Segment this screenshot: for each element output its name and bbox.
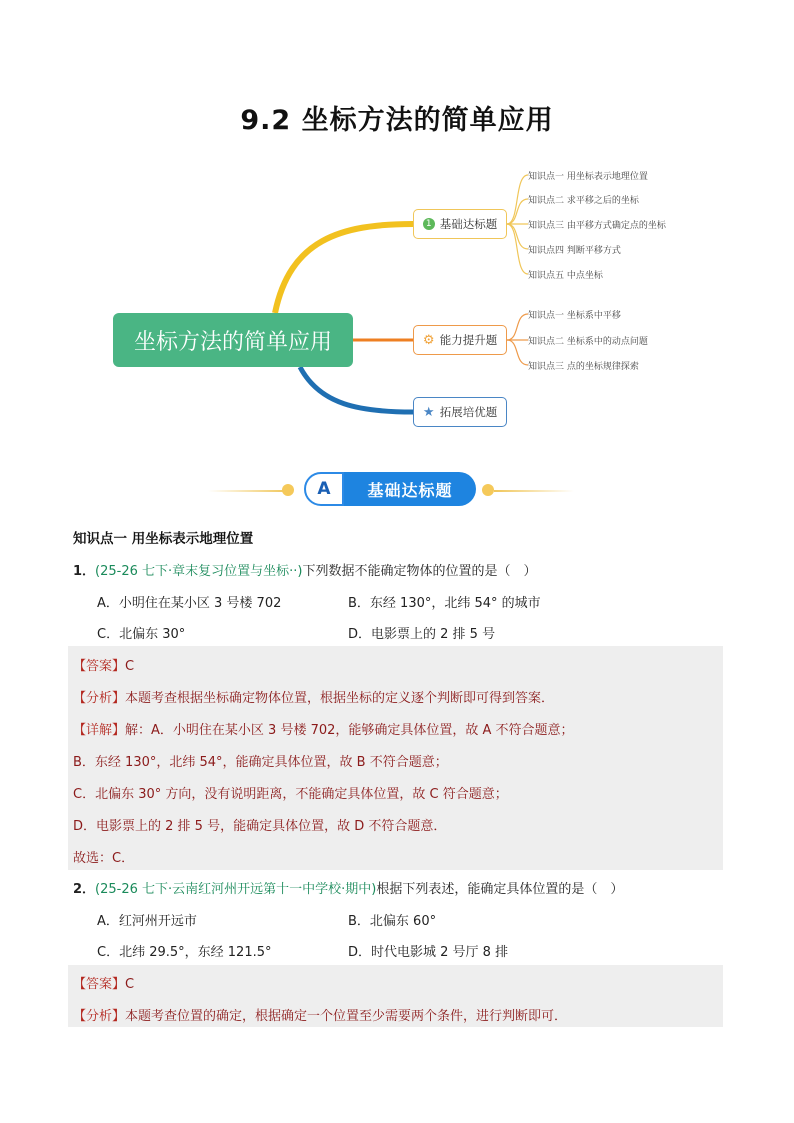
star-icon: ★	[422, 404, 435, 420]
option-d: D．电影票上的 2 排 5 号	[348, 627, 496, 642]
banner-dot-right	[482, 484, 494, 496]
branch-advanced	[413, 325, 507, 355]
question-text: 下列数据不能确定物体的位置的是（ ）	[302, 564, 537, 579]
branch1-connector	[275, 224, 413, 313]
mind-map-center: 坐标方法的简单应用	[113, 313, 353, 367]
detail-line: B．东经 130°，北纬 54°，能确定具体位置，故 B 不符合题意；	[73, 755, 448, 770]
option-a: A．红河州开远市	[97, 914, 197, 929]
answer-value: C	[125, 659, 135, 674]
mind-map-connectors	[0, 0, 794, 460]
leaf-item: 知识点三 点的坐标规律探索	[528, 362, 639, 372]
question-number: 1．	[73, 564, 96, 579]
detail-text: 解：A．小明住在某小区 3 号楼 702，能够确定具体位置，故 A 不符合题意；	[125, 723, 574, 738]
question-number: 2．	[73, 882, 96, 897]
branch-basic	[413, 209, 507, 239]
option-a: A．小明住在某小区 3 号楼 702	[97, 596, 282, 611]
answer-line	[73, 973, 134, 992]
question-2-stem	[73, 878, 623, 897]
page-title: 9.2 坐标方法的简单应用	[240, 105, 554, 136]
leaf-item: 知识点二 坐标系中的动点问题	[528, 337, 648, 347]
conclusion-line: 故选：C．	[73, 851, 135, 866]
analysis-tag: 【分析】	[73, 691, 126, 706]
leaf-item: 知识点一 坐标系中平移	[528, 311, 621, 321]
option-c: C．北偏东 30°	[97, 627, 186, 642]
answer-tag: 【答案】	[73, 977, 126, 992]
number-one-icon: 1	[423, 218, 435, 230]
mind-map	[0, 0, 794, 460]
branch-extension	[413, 397, 507, 427]
branch-label: 拓展培优题	[439, 405, 498, 419]
banner-line-right	[494, 490, 574, 492]
analysis-line	[73, 1005, 567, 1024]
leaf-item: 知识点四 判断平移方式	[528, 246, 621, 256]
analysis-tag: 【分析】	[73, 1009, 126, 1024]
detail-line: C．北偏东 30° 方向，没有说明距离，不能确定具体位置，故 C 符合题意；	[73, 787, 508, 802]
detail-line	[73, 719, 574, 738]
answer-line	[73, 655, 134, 674]
branch-label: 基础达标题	[439, 217, 498, 231]
leaf-item: 知识点五 中点坐标	[528, 271, 603, 281]
question-source: (25-26 七下·云南红河州开远第十一中学校·期中)	[95, 882, 377, 897]
leaf-item: 知识点一 用坐标表示地理位置	[528, 172, 648, 182]
detail-line: D．电影票上的 2 排 5 号，能确定具体位置，故 D 不符合题意．	[73, 819, 447, 834]
section-letter: A	[304, 472, 344, 506]
leaf-item: 知识点二 求平移之后的坐标	[528, 196, 639, 206]
branch-label: 能力提升题	[439, 333, 498, 347]
banner-line-left	[208, 490, 288, 492]
question-text: 根据下列表述，能确定具体位置的是（ ）	[376, 882, 624, 897]
detail-tag: 【详解】	[73, 723, 126, 738]
section-title: 基础达标题	[344, 472, 476, 506]
question-source: (25-26 七下·章末复习位置与坐标··)	[95, 564, 303, 579]
analysis-line	[73, 687, 554, 706]
option-c: C．北纬 29.5°，东经 121.5°	[97, 945, 272, 960]
answer-tag: 【答案】	[73, 659, 126, 674]
option-b: B．东经 130°，北纬 54° 的城市	[348, 596, 541, 611]
banner-dot-left	[282, 484, 294, 496]
question-1-stem	[73, 560, 537, 579]
option-b: B．北偏东 60°	[348, 914, 437, 929]
analysis-text: 本题考查位置的确定，根据确定一个位置至少需要两个条件，进行判断即可．	[125, 1009, 568, 1024]
gear-icon: ⚙	[422, 332, 435, 348]
knowledge-point-title: 知识点一 用坐标表示地理位置	[73, 531, 254, 547]
option-d: D．时代电影城 2 号厅 8 排	[348, 945, 509, 960]
branch3-connector	[300, 367, 413, 412]
leaf-item: 知识点三 由平移方式确定点的坐标	[528, 221, 666, 231]
answer-value: C	[125, 977, 135, 992]
analysis-text: 本题考查根据坐标确定物体位置，根据坐标的定义逐个判断即可得到答案．	[125, 691, 555, 706]
